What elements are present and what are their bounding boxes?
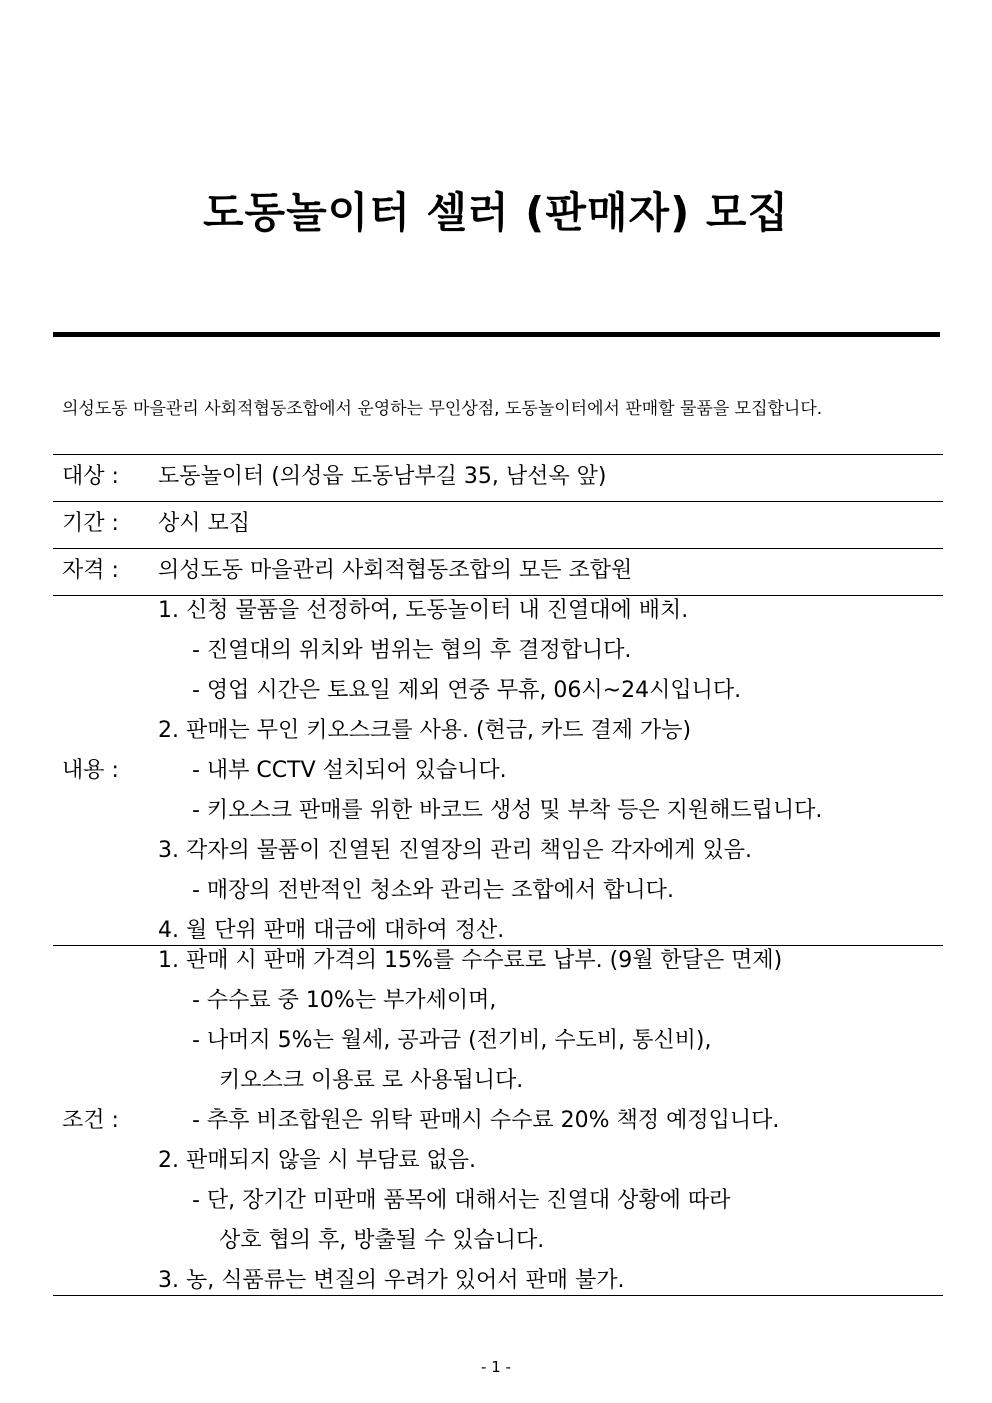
content-line: 1. 신청 물품을 선정하여, 도동놀이터 내 진열대에 배치. [158, 598, 689, 623]
condition-line: 상호 협의 후, 방출될 수 있습니다. [219, 1228, 545, 1253]
content-line: 4. 월 단위 판매 대금에 대하여 정산. [158, 918, 505, 943]
content-line: - 키오스크 판매를 위한 바코드 생성 및 부착 등은 지원해드립니다. [192, 798, 823, 823]
condition-line: - 단, 장기간 미판매 품목에 대해서는 진열대 상황에 따라 [192, 1188, 731, 1213]
conditions-label: 조건 : [62, 1108, 119, 1133]
title-divider [53, 332, 940, 337]
content-line: - 내부 CCTV 설치되어 있습니다. [192, 758, 507, 783]
content-line: 3. 각자의 물품이 진열된 진열장의 관리 책임은 각자에게 있음. [158, 838, 752, 863]
table-rule [53, 501, 943, 502]
condition-line: 키오스크 이용료 로 사용됩니다. [219, 1068, 524, 1093]
target-label: 대상 : [62, 464, 119, 489]
page-title: 도동놀이터 셀러 (판매자) 모집 [202, 188, 790, 237]
intro-paragraph: 의성도동 마을관리 사회적협동조합에서 운영하는 무인상점, 도동놀이터에서 판매할 물품을 모집합니다. [62, 399, 823, 419]
content-label: 내용 : [62, 758, 119, 783]
condition-line: 3. 농, 식품류는 변질의 우려가 있어서 판매 불가. [158, 1268, 625, 1293]
table-rule [53, 1295, 943, 1296]
condition-line: 1. 판매 시 판매 가격의 15%를 수수료로 납부. (9월 한달은 면제) [158, 948, 783, 973]
content-line: - 매장의 전반적인 청소와 관리는 조합에서 합니다. [192, 878, 674, 903]
content-line: 2. 판매는 무인 키오스크를 사용. (현금, 카드 결제 가능) [158, 718, 692, 743]
condition-line: - 추후 비조합원은 위탁 판매시 수수료 20% 책정 예정입니다. [192, 1108, 780, 1133]
page-number: - 1 - [481, 1358, 511, 1376]
period-value: 상시 모집 [158, 511, 251, 536]
period-label: 기간 : [62, 511, 119, 536]
table-rule [53, 454, 943, 455]
qualification-value: 의성도동 마을관리 사회적협동조합의 모든 조합원 [158, 558, 633, 583]
qualification-label: 자격 : [62, 558, 119, 583]
content-line: - 진열대의 위치와 범위는 협의 후 결정합니다. [192, 638, 632, 663]
condition-line: - 나머지 5%는 월세, 공과금 (전기비, 수도비, 통신비), [192, 1028, 712, 1053]
condition-line: 2. 판매되지 않을 시 부담료 없음. [158, 1148, 476, 1173]
condition-line: - 수수료 중 10%는 부가세이며, [192, 988, 497, 1013]
table-rule [53, 548, 943, 549]
content-line: - 영업 시간은 토요일 제외 연중 무휴, 06시~24시입니다. [192, 678, 742, 703]
target-value: 도동놀이터 (의성읍 도동남부길 35, 남선옥 앞) [158, 464, 607, 489]
